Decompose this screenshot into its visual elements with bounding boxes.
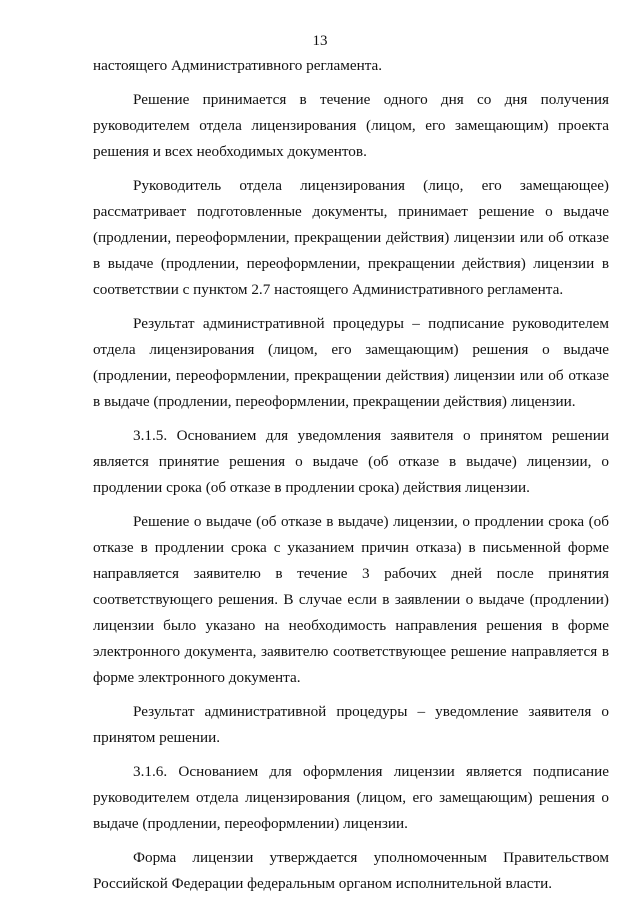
paragraph-decision-timing: Решение принимается в течение одного дня со дня получения руководителем отдела лицензирования (лицом, его замещающим) проекта решения и всех необходимых документов.: [93, 91, 609, 160]
document-body: [93, 53, 609, 897]
paragraph-procedure-result: Результат административной процедуры – подписание руководителем отдела лицензирования (лицом, его замещающим) решения о выдаче (продлении, переоформлении, прекращении действия) лицензии или об отказе в выдаче (продлении, переоформлении, прекращении действия) лицензии.: [93, 315, 609, 410]
paragraph-continuation: настоящего Административного регламента.: [93, 57, 383, 74]
paragraph-3-1-5: 3.1.5. Основанием для уведомления заявителя о принятом решении является принятие решения о выдаче (об отказе в выдаче) лицензии, о продлении срока (об отказе в продлении срока) действия лицензии.: [93, 427, 609, 496]
page-number: 13: [312, 33, 328, 49]
paragraph-notification-result: Результат административной процедуры – уведомление заявителя о принятом решении.: [93, 703, 609, 746]
paragraph-decision-delivery: Решение о выдаче (об отказе в выдаче) лицензии, о продлении срока (об отказе в продлении срока с указанием причин отказа) в письменной форме направляется заявителю в течение 3 рабочих дней после принятия соответствующего решения. В случае если в заявлении о выдаче (продлении) лицензии было указано на необходимость направления решения в форме электронного документа, заявителю соответствующее решение направляется в форме электронного документа.: [93, 513, 609, 686]
paragraph-3-1-6: 3.1.6. Основанием для оформления лицензии является подписание руководителем отдела лицензирования (лицом, его замещающим) решения о выдаче (продлении, переоформлении) лицензии.: [93, 763, 609, 832]
paragraph-head-review: Руководитель отдела лицензирования (лицо, его замещающее) рассматривает подготовленные документы, принимает решение о выдаче (продлении, переоформлении, прекращении действия) лицензии или об отказе в выдаче (продлении, переоформлении, прекращении действия) лицензии в соответствии с пунктом 2.7 настоящего Административного регламента.: [93, 177, 609, 298]
paragraph-license-form: Форма лицензии утверждается уполномоченным Правительством Российской Федерации федеральным органом исполнительной власти.: [93, 849, 609, 892]
